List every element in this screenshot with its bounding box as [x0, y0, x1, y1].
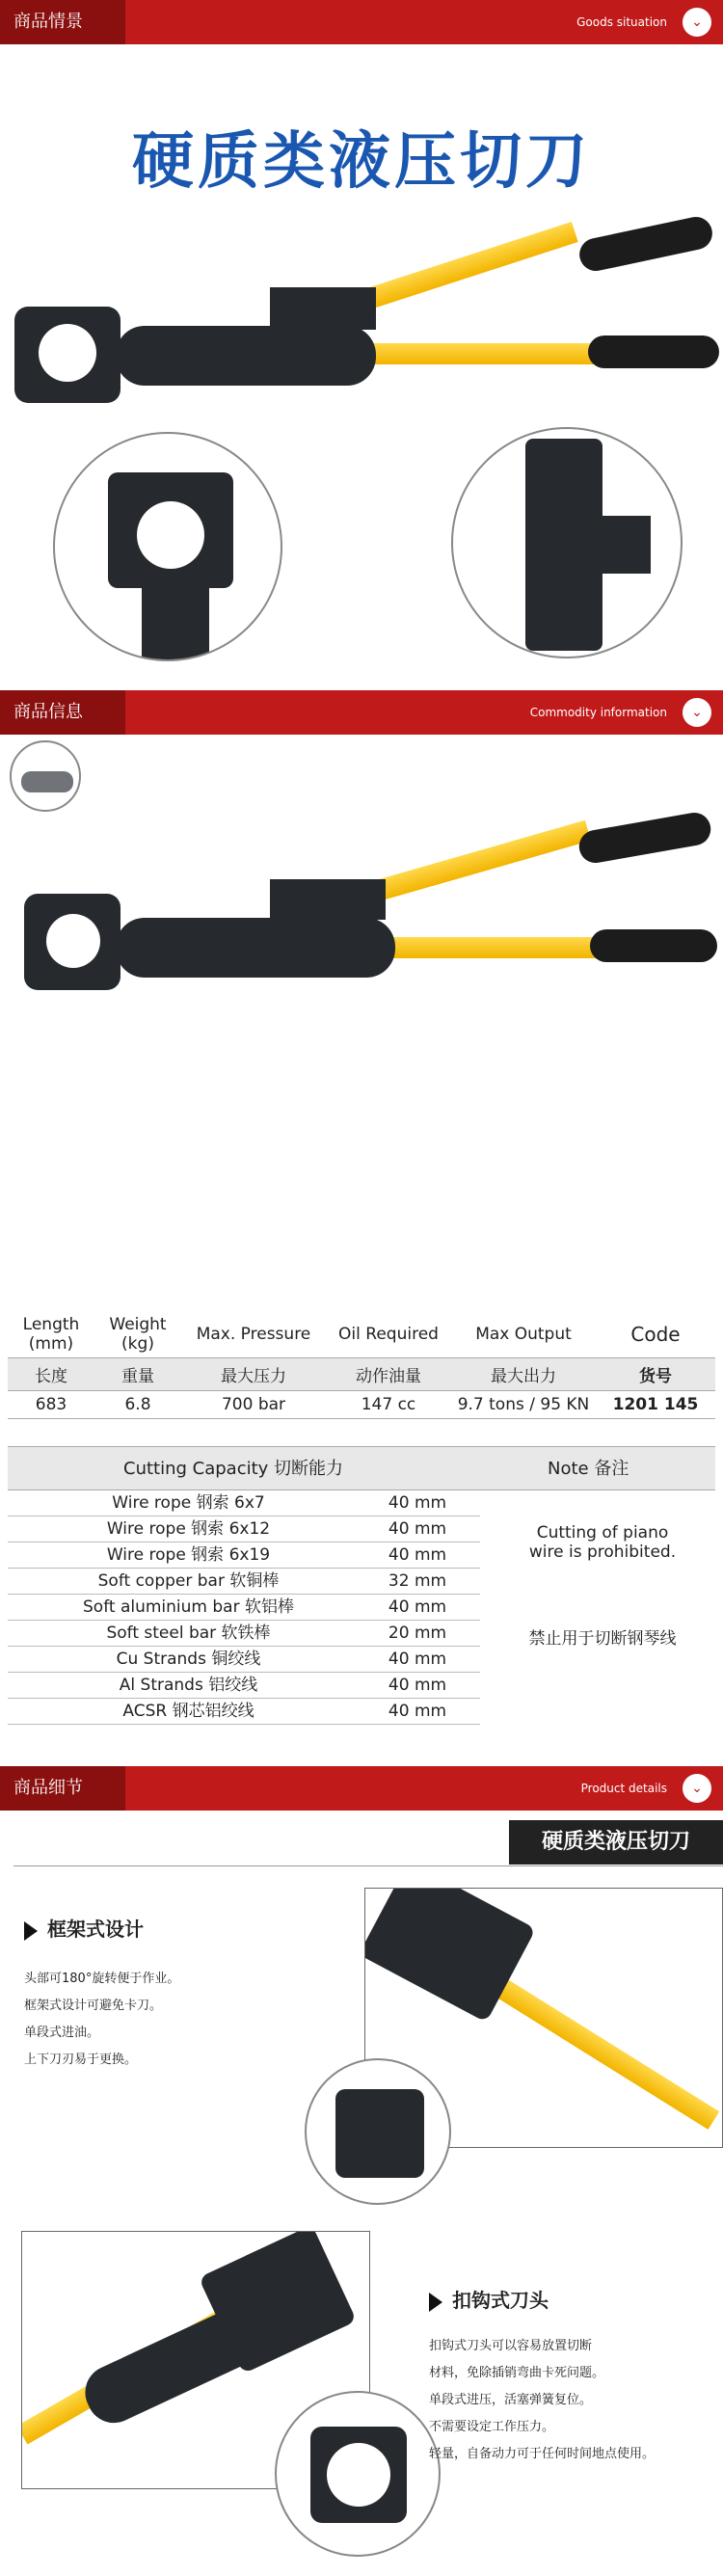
- feature-title: 扣钩式刀头: [452, 2289, 549, 2312]
- note-en: Cutting of piano wire is prohibited.: [528, 1523, 677, 1562]
- feature-hook: [429, 2285, 723, 2468]
- th-oil: Oil Required: [338, 1325, 439, 1344]
- capacity-value: 40 mm: [388, 1650, 447, 1669]
- product-image-main: [0, 201, 723, 422]
- capacity-value: 20 mm: [388, 1623, 447, 1643]
- spec-value: 147 cc: [361, 1395, 416, 1414]
- capacity-material: Soft steel bar 软铁棒: [106, 1623, 271, 1643]
- th-length: Length (mm): [22, 1315, 80, 1354]
- capacity-row: [8, 1673, 480, 1699]
- capacity-material: Al Strands 铝绞线: [119, 1676, 258, 1695]
- note-cn: 禁止用于切断钢琴线: [528, 1629, 677, 1649]
- spec-value: 1201 145: [612, 1395, 699, 1414]
- feature-title: 框架式设计: [47, 1918, 144, 1941]
- th-pressure: Max. Pressure: [196, 1325, 311, 1344]
- capacity-material: ACSR 钢芯铝绞线: [122, 1702, 254, 1721]
- feature-line: 单段式进油。: [24, 2026, 100, 2040]
- capacity-row: [8, 1543, 480, 1569]
- th-cn: 最大压力: [221, 1367, 286, 1386]
- capacity-value: 40 mm: [388, 1702, 447, 1721]
- feature-line: 扣钩式刀头可以容易放置切断: [429, 2339, 593, 2353]
- th-cn: 重量: [121, 1367, 154, 1386]
- capacity-row: [8, 1569, 480, 1595]
- product-image-info: [0, 735, 723, 1024]
- th-output: Max Output: [475, 1325, 572, 1344]
- section-header-situation: [0, 0, 723, 44]
- section-header-details: [0, 1766, 723, 1811]
- section-tab: 商品情景: [0, 0, 125, 44]
- feature-line: 框架式设计可避免卡刀。: [24, 1999, 163, 2013]
- details-label: 硬质类液压切刀: [509, 1820, 723, 1865]
- feature-detail-circle: [275, 2391, 441, 2557]
- th-cn: 动作油量: [356, 1367, 421, 1386]
- detail-image-body: [451, 427, 683, 658]
- th-weight: Weight (kg): [109, 1315, 167, 1354]
- note-header: Note 备注: [548, 1459, 629, 1479]
- feature-line: 材料，免除插销弯曲卡死问题。: [429, 2366, 605, 2380]
- capacity-value: 40 mm: [388, 1597, 447, 1617]
- spec-value: 683: [35, 1395, 67, 1414]
- capacity-row: [8, 1516, 480, 1543]
- th-cn: 长度: [35, 1367, 67, 1386]
- feature-detail-circle: [305, 2058, 451, 2205]
- spec-table: [8, 1311, 715, 1419]
- feature-frame: [24, 1914, 294, 2074]
- capacity-material: Wire rope 钢索 6x12: [106, 1519, 271, 1539]
- feature-line: 头部可180°旋转便于作业。: [24, 1972, 180, 1986]
- spec-value: 6.8: [124, 1395, 151, 1414]
- capacity-row: [8, 1595, 480, 1621]
- capacity-row: [8, 1699, 480, 1725]
- capacity-value: 40 mm: [388, 1545, 447, 1565]
- feature-line: 单段式进压，活塞弹簧复位。: [429, 2393, 593, 2407]
- section-en: Goods situation: [576, 15, 667, 29]
- section-tab: 商品信息: [0, 690, 125, 735]
- section-header-info: [0, 690, 723, 735]
- th-cn: 最大出力: [491, 1367, 556, 1386]
- capacity-material: Wire rope 钢索 6x7: [112, 1493, 265, 1513]
- chevron-down-icon[interactable]: ⌄: [683, 698, 711, 727]
- triangle-right-icon: [429, 2293, 442, 2312]
- th-code: Code: [630, 1323, 681, 1346]
- triangle-right-icon: [24, 1921, 38, 1941]
- capacity-value: 40 mm: [388, 1493, 447, 1513]
- chevron-down-icon[interactable]: ⌄: [683, 8, 711, 37]
- capacity-header: Cutting Capacity 切断能力: [123, 1459, 344, 1479]
- capacity-row: [8, 1647, 480, 1673]
- feature-line: 不需要设定工作压力。: [429, 2420, 555, 2434]
- capacity-row: [8, 1490, 480, 1516]
- capacity-value: 40 mm: [388, 1519, 447, 1539]
- product-title: 硬质类液压切刀: [132, 126, 591, 198]
- capacity-row: [8, 1621, 480, 1647]
- capacity-material: Soft copper bar 软铜棒: [97, 1571, 280, 1591]
- spec-value: 9.7 tons / 95 KN: [457, 1395, 590, 1414]
- section-en: Product details: [580, 1782, 667, 1795]
- th-cn: 货号: [639, 1367, 672, 1386]
- capacity-material: Soft aluminium bar 软铝棒: [83, 1597, 294, 1617]
- capacity-material: Cu Strands 铜绞线: [116, 1650, 261, 1669]
- capacity-material: Wire rope 钢索 6x19: [106, 1545, 271, 1565]
- capacity-value: 40 mm: [388, 1676, 447, 1695]
- feature-line: 轻量，自备动力可于任何时间地点使用。: [429, 2447, 656, 2461]
- chevron-down-icon[interactable]: ⌄: [683, 1774, 711, 1803]
- capacity-value: 32 mm: [388, 1571, 447, 1591]
- spec-value: 700 bar: [221, 1395, 286, 1414]
- capacity-table: [8, 1446, 715, 1725]
- bag-thumbnail: [10, 740, 81, 812]
- detail-image-head: [53, 432, 282, 661]
- section-tab: 商品细节: [0, 1766, 125, 1811]
- section-en: Commodity information: [529, 706, 667, 719]
- feature-line: 上下刀刃易于更换。: [24, 2053, 138, 2067]
